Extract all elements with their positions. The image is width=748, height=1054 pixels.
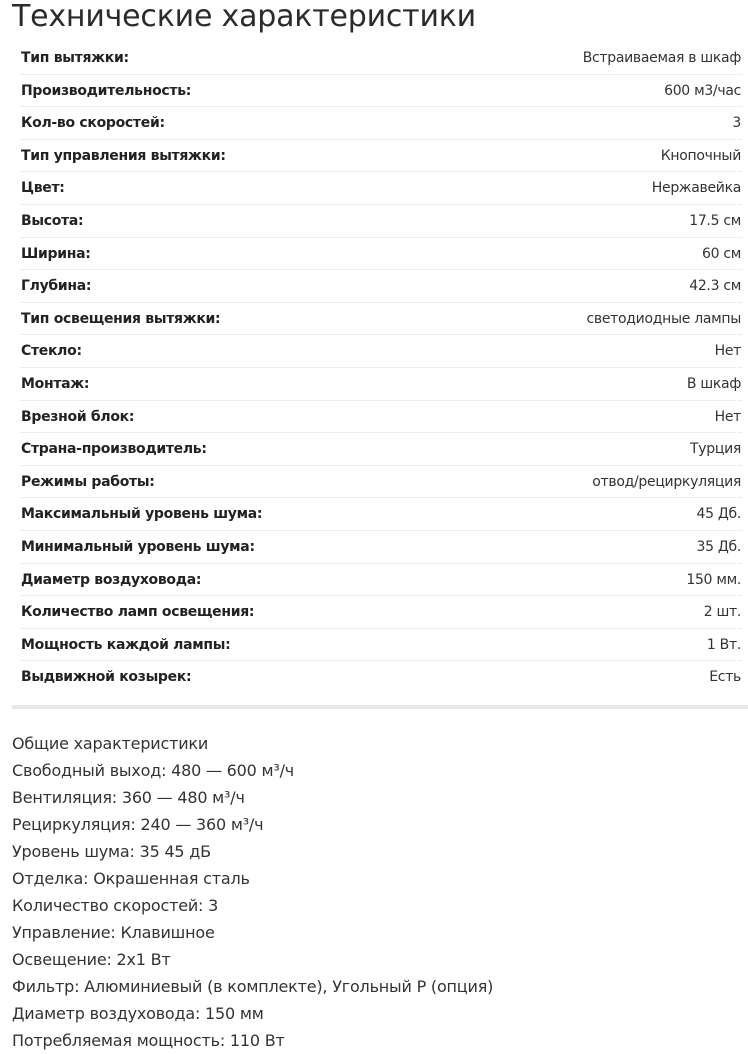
spec-label: Количество ламп освещения: (21, 604, 255, 621)
spec-value: Есть (709, 669, 741, 686)
general-heading: Общие характеристики (12, 734, 209, 753)
general-line: Количество скоростей: 3 (12, 896, 219, 915)
spec-value: Нержавейка (651, 180, 741, 197)
spec-row (21, 596, 742, 629)
spec-value: 45 Дб. (696, 506, 741, 523)
spec-value: В шкаф (686, 375, 741, 392)
spec-value: Кнопочный (660, 147, 741, 164)
spec-value: 150 мм. (686, 571, 741, 588)
spec-value: 60 см (701, 245, 741, 262)
spec-row (21, 401, 742, 434)
spec-label: Минимальный уровень шума: (21, 538, 255, 555)
spec-label: Врезной блок: (21, 408, 135, 425)
spec-row (21, 238, 742, 271)
spec-label: Режимы работы: (21, 473, 155, 490)
spec-row (21, 531, 742, 564)
spec-value: 1 Вт. (706, 636, 741, 653)
general-line: Управление: Клавишное (12, 923, 215, 942)
general-line: Фильтр: Алюминиевый (в комплекте), Угольный P (опция) (12, 977, 494, 996)
spec-label: Производительность: (21, 82, 192, 99)
spec-row (21, 270, 742, 303)
general-line: Освещение: 2x1 Вт (12, 950, 171, 969)
spec-label: Кол-во скоростей: (21, 115, 165, 132)
spec-row (21, 335, 742, 368)
spec-value: Встраиваемая в шкаф (582, 50, 741, 66)
spec-row (21, 629, 742, 662)
spec-row (21, 75, 742, 108)
general-line: Потребляемая мощность: 110 Вт (12, 1031, 285, 1050)
spec-value: 17.5 см (689, 212, 741, 229)
spec-row (21, 140, 742, 173)
page-title: Технические характеристики (12, 0, 476, 34)
spec-value: отвод/рециркуляция (592, 473, 741, 490)
spec-value: 2 шт. (703, 604, 741, 621)
spec-row (21, 661, 742, 694)
spec-label: Глубина: (21, 278, 92, 295)
spec-label: Тип вытяжки: (21, 50, 129, 66)
spec-label: Ширина: (21, 245, 91, 262)
spec-row (21, 205, 742, 238)
general-line: Уровень шума: 35 45 дБ (12, 842, 211, 861)
spec-value: светодиодные лампы (586, 310, 741, 327)
spec-row (21, 172, 742, 205)
spec-row (21, 564, 742, 597)
general-line: Диаметр воздуховода: 150 мм (12, 1004, 264, 1023)
spec-value: 42.3 см (689, 278, 741, 295)
general-line: Свободный выход: 480 — 600 м³/ч (12, 761, 295, 780)
spec-label: Страна-производитель: (21, 441, 207, 458)
spec-row (21, 107, 742, 140)
spec-label: Стекло: (21, 343, 82, 360)
spec-value: Турция (690, 441, 741, 458)
spec-label: Тип управления вытяжки: (21, 147, 226, 164)
spec-value: 600 м3/час (664, 82, 741, 99)
spec-row (21, 433, 742, 466)
specs-table (21, 42, 742, 694)
general-line: Вентиляция: 360 — 480 м³/ч (12, 788, 245, 807)
spec-value: 35 Дб. (696, 538, 741, 555)
section-divider (12, 705, 748, 709)
spec-row (21, 498, 742, 531)
spec-label: Максимальный уровень шума: (21, 506, 263, 523)
spec-label: Тип освещения вытяжки: (21, 310, 221, 327)
spec-label: Мощность каждой лампы: (21, 636, 231, 653)
spec-label: Монтаж: (21, 375, 90, 392)
spec-label: Высота: (21, 212, 84, 229)
general-line: Рециркуляция: 240 — 360 м³/ч (12, 815, 264, 834)
spec-row (21, 368, 742, 401)
spec-row (21, 466, 742, 499)
spec-label: Цвет: (21, 180, 65, 197)
spec-label: Диаметр воздуховода: (21, 571, 202, 588)
general-specs (12, 730, 742, 1054)
spec-value: Нет (714, 343, 741, 360)
spec-value: 3 (732, 115, 741, 132)
spec-row (21, 42, 742, 75)
spec-label: Выдвижной козырек: (21, 669, 192, 686)
spec-value: Нет (714, 408, 741, 425)
general-line: Отделка: Окрашенная сталь (12, 869, 250, 888)
spec-row (21, 303, 742, 336)
